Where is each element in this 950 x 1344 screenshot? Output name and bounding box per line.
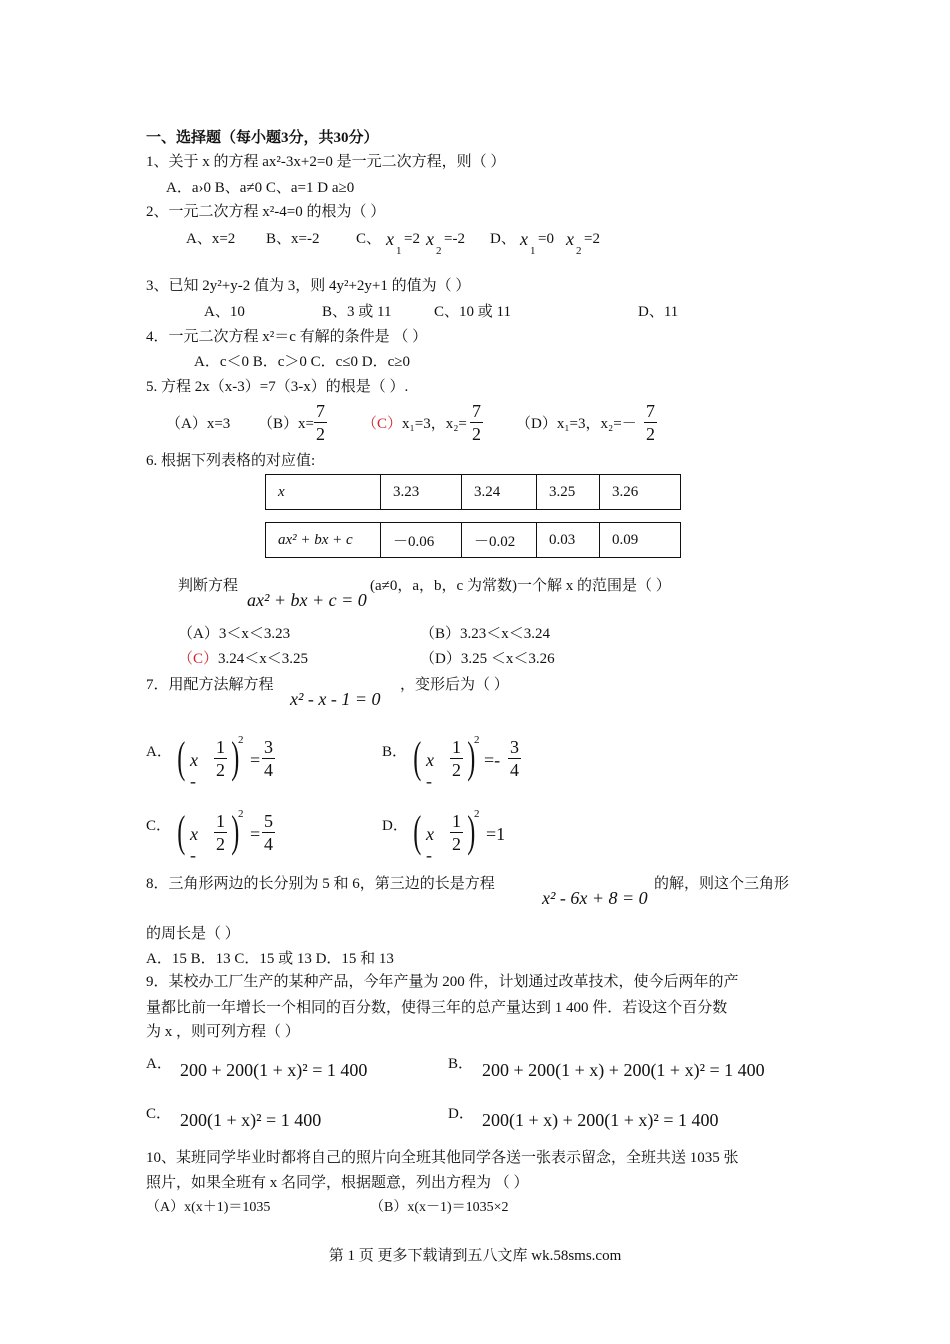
- q9-line-3: 为 x ，则可列方程（ ）: [146, 1024, 300, 1040]
- q6-option-a: （A）3＜x＜3.23: [178, 626, 291, 642]
- q8-stem-post: 的解，则这个三角形: [654, 876, 790, 892]
- q6-table-x: [265, 474, 681, 510]
- q5-option-b: （B）x=: [258, 416, 314, 432]
- q10-option-b: （B）x(x－1)＝1035×2: [370, 1200, 509, 1215]
- q6-option-b: （B）3.23＜x＜3.24: [420, 626, 551, 642]
- q8-stem-2: 的周长是（ ）: [146, 926, 240, 942]
- q2-option-c: C、 x 1 =2 x 2 =-2: [356, 229, 465, 257]
- table-cell: －0.02: [462, 523, 537, 558]
- q2-option-b: B、x=-2: [266, 231, 320, 247]
- q5-option-d: （D）x₁=3，x₂=－: [516, 416, 637, 432]
- q3-option-c: C、10 或 11: [434, 304, 511, 320]
- q8-stem: 8．三角形两边的长分别为 5 和 6，第三边的长是方程: [146, 876, 495, 892]
- q10-line-1: 10、某班同学毕业时都将自己的照片向全班其他同学各送一张表示留念，全班共送 1035 张: [146, 1150, 739, 1166]
- q9-option-d-label: D．: [448, 1106, 474, 1122]
- table-cell: 3.25: [537, 475, 600, 510]
- q1-options: A．a›0 B、a≠0 C、a=1 D a≥0: [166, 180, 355, 196]
- q1-stem: 1、关于 x 的方程 ax²-3x+2=0 是一元二次方程，则（ ）: [146, 154, 506, 170]
- q9-option-a-label: A．: [146, 1056, 172, 1072]
- q10-option-a: （A）x(x＋1)＝1035: [146, 1200, 271, 1215]
- q9-option-b-label: B．: [448, 1056, 474, 1072]
- q2-option-d: D、 x 1 =0 x 2 =2: [490, 229, 600, 257]
- table-cell: 3.26: [600, 475, 681, 510]
- q3-stem: 3、已知 2y²+y-2 值为 3，则 4y²+2y+1 的值为（ ）: [146, 278, 471, 294]
- q6-judge-post: (a≠0，a，b，c 为常数)一个解 x 的范围是（ ）: [370, 578, 671, 594]
- q7-option-a-label: A．: [146, 744, 172, 760]
- q8-options: A．15 B．13 C．15 或 13 D．15 和 13: [146, 951, 394, 967]
- q7-stem: 7．用配方法解方程: [146, 677, 274, 693]
- q3-option-a: A、10: [204, 304, 245, 320]
- q7-stem-post: ，变形后为（ ）: [400, 677, 509, 693]
- q5-fraction-b: $\frac{7}{2}$: [316, 401, 325, 444]
- table-cell: －0.06: [381, 523, 462, 558]
- q4-options: A．c＜0 B．c＞0 C．c≤0 D．c≥0: [194, 354, 411, 370]
- q5-fraction-d: $\frac{7}{2}$: [646, 401, 655, 444]
- table-cell: 0.09: [600, 523, 681, 558]
- q9-line-2: 量都比前一年增长一个相同的百分数，使得三年的总产量达到 1 400 件．若设这个百分数: [146, 1000, 728, 1016]
- q10-line-2: 照片，如果全班有 x 名同学，根据题意，列出方程为 （ ）: [146, 1175, 529, 1191]
- q6-stem: 6. 根据下列表格的对应值:: [146, 453, 316, 469]
- q7-option-c-label: C．: [146, 818, 172, 834]
- q5-option-a: （A）x=3: [166, 416, 231, 432]
- table-cell: 0.03: [537, 523, 600, 558]
- q7-option-b-label: B．: [382, 744, 408, 760]
- table-cell: 3.23: [381, 475, 462, 510]
- section-title: 一、选择题（每小题3分，共30分）: [146, 130, 379, 146]
- q6-option-c: （C）3.24＜x＜3.25: [178, 651, 309, 667]
- q6-judge-pre: 判断方程: [178, 578, 239, 594]
- q8-equation: x² - 6x + 8 = 0: [542, 888, 648, 908]
- q9-option-c-label: C．: [146, 1106, 172, 1122]
- q5-stem: 5. 方程 2x（x-3）=7（3-x）的根是（ ）.: [146, 379, 409, 395]
- table-cell: ax² + bx + c: [266, 523, 381, 558]
- q3-option-b: B、3 或 11: [322, 304, 392, 320]
- q6-option-d: （D）3.25 ＜x＜3.26: [420, 651, 555, 667]
- q5-fraction-c: $\frac{7}{2}$: [472, 401, 481, 444]
- q2-option-a: A、x=2: [186, 231, 236, 247]
- q9-option-b: 200 + 200(1 + x) + 200(1 + x)² = 1 400: [482, 1060, 765, 1080]
- q6-table-fx: [265, 522, 681, 558]
- q5-option-c: （C）x₁=3，x₂=: [362, 416, 467, 432]
- q9-option-d: 200(1 + x) + 200(1 + x)² = 1 400: [482, 1110, 719, 1130]
- page-footer: 第 1 页 更多下载请到五八文库 wk.58sms.com: [328, 1248, 622, 1264]
- q9-option-c: 200(1 + x)² = 1 400: [180, 1110, 322, 1130]
- table-cell: x: [266, 475, 381, 510]
- q4-stem: 4．一元二次方程 x²＝c 有解的条件是 （ ）: [146, 329, 428, 345]
- q9-option-a: 200 + 200(1 + x)² = 1 400: [180, 1060, 368, 1080]
- table-cell: 3.24: [462, 475, 537, 510]
- q7-option-d-label: D．: [382, 818, 408, 834]
- q7-equation: x² - x - 1 = 0: [290, 689, 381, 709]
- q2-stem: 2、一元二次方程 x²-4=0 的根为（ ）: [146, 204, 386, 220]
- q3-option-d: D、11: [638, 304, 679, 320]
- q6-judge-equation: ax² + bx + c = 0: [247, 590, 367, 610]
- q9-line-1: 9．某校办工厂生产的某种产品，今年产量为 200 件，计划通过改革技术，使今后两年的产: [146, 974, 739, 990]
